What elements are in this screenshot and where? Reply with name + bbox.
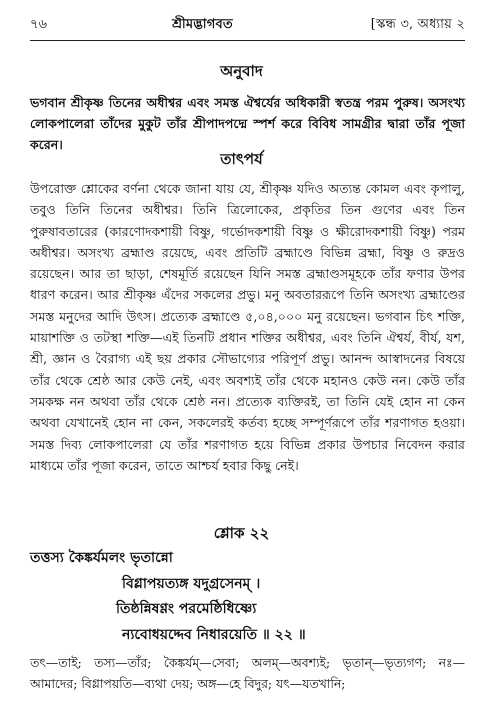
page-header [30,10,465,40]
verse-line-3: তিষ্ঠন্নিষণ্ণং পরমেষ্ঠিধিষ্ণ্যে [116,601,257,617]
header-rule [30,40,465,41]
verse-line-2: বিগ্লাপয়ত্যঙ্গ যদুগ্রসেনম্ । [122,575,261,592]
verse-line-1: তত্তস্য কৈঙ্কর্যমলং ভৃতান্নো [30,550,173,566]
translation-heading: অনুবাদ [220,62,263,80]
purport-text: উপরোক্ত শ্লোকের বর্ণনা থেকে জানা যায় যে, শ্রীকৃষ্ণ যদিও অত্যন্ত কোমল এবং কৃপালু, তবুও তিনি তিনের অধীশ্বর। তিনি ত্রিলোকের, প্রকৃতির তিন গুণের এবং তিন পুরুষাবতারের (কারণোদকশায়ী বিষ্ণু, গর্ভোদকশায়ী বিষ্ণু ও ক্ষীরোদকশায়ী বিষ্ণু) পরম অধীশ্বর। অসংখ্য ব্রহ্মাণ্ড রয়েছে, এবং প্রতিটি ব্রহ্মাণ্ডে বিভিন্ন ব্রহ্মা, বিষ্ণু ও রুদ্রও রয়েছেন। আর তা ছাড়া, শেষমূর্তি রয়েছেন যিনি সমস্ত ব্রহ্মাণ্ডসমূহকে তাঁর ফণার উপর ধারণ করেন। আর শ্রীকৃষ্ণ এঁদের সকলের প্রভু। মনু অবতাররূপে তিনি অসংখ্য ব্রহ্মাণ্ডের সমস্ত মনুদের আদি উৎস। প্রত্যেক ব্রহ্মাণ্ডে ৫,০৪,০০০ মনু রয়েছেন। ভগবান চিৎ শক্তি, মায়াশক্তি ও তটস্থা শক্তি—এই তিনটি প্রধান শক্তির অধীশ্বর, এবং তিনি ঐশ্বর্য, বীর্য, যশ, শ্রী, জ্ঞান ও বৈরাগ্য এই ছয় প্রকার সৌভাগ্যের পরিপূর্ণ প্রভু। আনন্দ আস্বাদনের বিষয়ে তাঁর থেকে শ্রেষ্ঠ আর কেউ নেই, এবং অবশ্যই তাঁর থেকে মহানও কেউ নন। কেউ তাঁর সমকক্ষ নন অথবা তাঁর থেকে শ্রেষ্ঠ নন। প্রত্যেক ব্যক্তিরই, তা তিনি যেই হোন না কেন অথবা যেখানেই হোন না কেন, সকলেরই কর্তব্য হচ্ছে সম্পূর্ণরূপে তাঁর শরণাগত হওয়া। সমস্ত দিব্য লোকপালেরা যে তাঁর শরণাগত হয়ে বিভিন্ন প্রকার উপচার নিবেদন করার মাধ্যমে তাঁর পূজা করেন, তাতে আশ্চর্য হবার কিছু নেই। [30,181,465,473]
page-number: ৭৬ [30,16,48,32]
verse-heading: শ্লোক ২২ [213,524,270,542]
synonyms-text: তৎ—তাই; তস্য—তাঁর; কৈঙ্কর্যম্—সেবা; অলম্—অবশ্যই; ভৃতান্—ভৃত্যগণ; নঃ—আমাদের; বিগ্লাপয়তি—ব্যথা দেয়; অঙ্গ—হে বিদুর; যৎ—যতখানি; [30,655,465,691]
purport-heading: তাৎপর্য [220,150,263,168]
translation-text: ভগবান শ্রীকৃষ্ণ তিনের অধীশ্বর এবং সমস্ত ঐশ্বর্যের অধিকারী স্বতন্ত্র পরম পুরুষ। অসংখ্য লোকপালেরা তাঁদের মুকুট তাঁর শ্রীপাদপদ্মে স্পর্শ করে বিবিধ সামগ্রীর দ্বারা তাঁর পূজা করেন। [30,95,465,152]
book-title: শ্রীমদ্ভাগবত [172,16,233,32]
chapter-reference: [স্কন্ধ ৩, অধ্যায় ২ [370,16,465,32]
verse-line-4: ন্যবোধয়দ্দেব নিধারয়েতি ॥ ২২ ॥ [122,626,306,643]
verse-text [30,546,465,648]
